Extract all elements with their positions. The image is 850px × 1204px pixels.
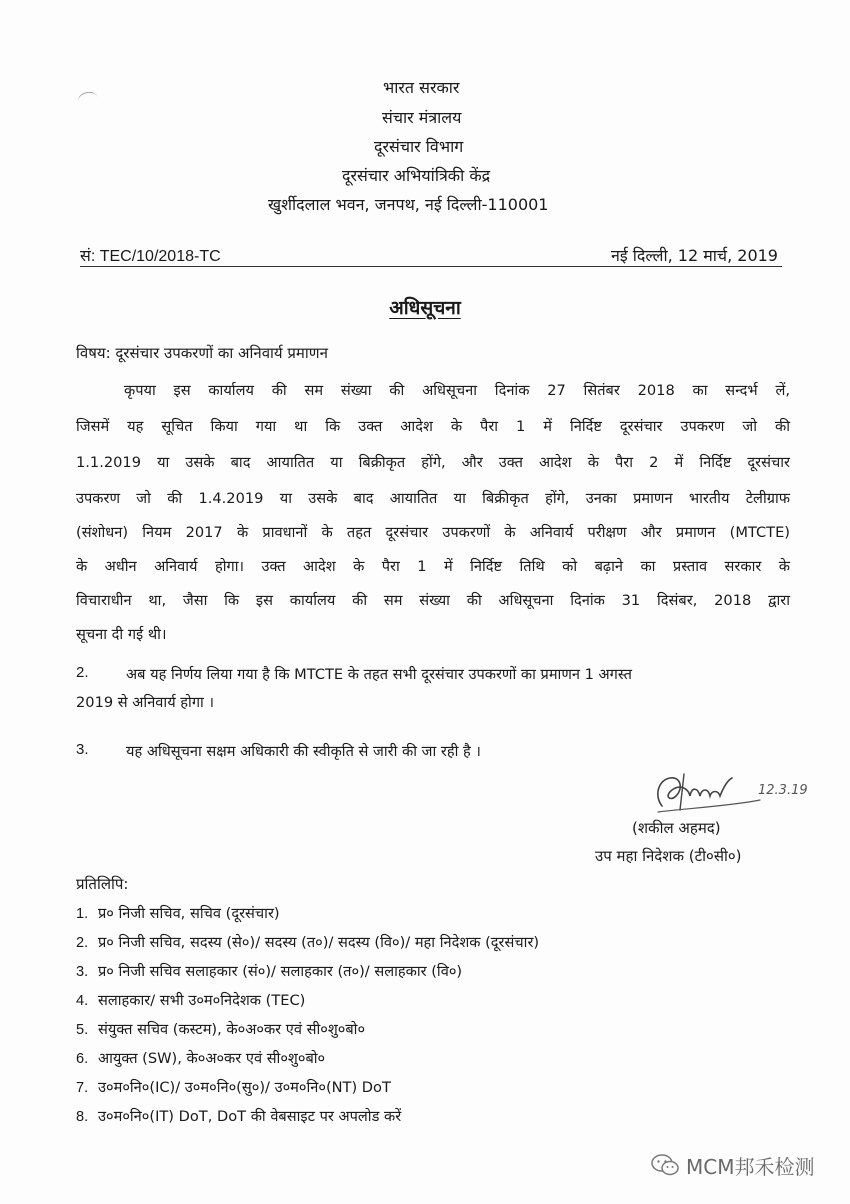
- list-item: [76, 903, 280, 923]
- paragraph-3-text: यह अधिसूचना सक्षम अधिकारी की स्वीकृति से जारी की जा रही है ।: [126, 743, 481, 760]
- header-centre: दूरसंचार अभियांत्रिकी केंद्र: [342, 166, 491, 185]
- list-item-number: 3.: [76, 964, 89, 980]
- list-item-text: उ०म०नि०(IT) DoT, DoT की वेबसाइट पर अपलोड करें: [98, 1108, 402, 1125]
- list-item-text: सलाहकार/ सभी उ०म०निदेशक (TEC): [98, 992, 306, 1009]
- list-item-number: 5.: [76, 1022, 89, 1038]
- header-ministry: संचार मंत्रालय: [382, 108, 462, 127]
- list-item: [76, 961, 462, 981]
- list-item: [76, 1048, 325, 1068]
- list-item-number: 6.: [76, 1051, 89, 1067]
- list-item: [76, 932, 539, 952]
- paragraph-1-line: के अधीन अनिवार्य होगा। उक्त आदेश के पैरा 1 में निर्दिष्ट तिथि को बढ़ाने का प्रस्ताव सरकार के: [76, 558, 790, 575]
- copy-to-heading: प्रतिलिपि:: [76, 875, 129, 893]
- list-item: [76, 1077, 391, 1097]
- paragraph-1-line: उपकरण जो की 1.4.2019 या उसके बाद आयातित या बिक्रीकृत होंगे, उनका प्रमाणन भारतीय टेलीग्राफ: [76, 490, 790, 507]
- list-item-text: आयुक्त (SW), के०अ०कर एवं सी०शु०बो०: [98, 1050, 326, 1067]
- watermark: [650, 1150, 814, 1180]
- list-item-text: उ०म०नि०(IC)/ उ०म०नि०(सु०)/ उ०म०नि०(NT) DoT: [98, 1079, 391, 1096]
- paragraph-1-line: सूचना दी गई थी।: [76, 626, 167, 643]
- signature: [640, 766, 810, 816]
- subject-line: विषय: दूरसंचार उपकरणों का अनिवार्य प्रमाणन: [76, 344, 328, 362]
- list-item-number: 2.: [76, 935, 89, 951]
- notification-title: [0, 294, 850, 320]
- paragraph-2-number: 2.: [76, 664, 89, 681]
- paragraph-2-line: 2019 से अनिवार्य होगा ।: [76, 694, 215, 711]
- list-item-text: संयुक्त सचिव (कस्टम), के०अ०कर एवं सी०शु०बो०: [98, 1021, 366, 1038]
- list-item-number: 8.: [76, 1109, 89, 1125]
- list-item: [76, 1106, 401, 1126]
- list-item-number: 4.: [76, 993, 89, 1009]
- list-item-text: प्र० निजी सचिव, सदस्य (से०)/ सदस्य (त०)/ सदस्य (वि०)/ महा निदेशक (दूरसंचार): [98, 934, 540, 951]
- header-government: भारत सरकार: [383, 78, 460, 97]
- header-address: खुर्शीदलाल भवन, जनपथ, नई दिल्ली-110001: [268, 195, 549, 214]
- paragraph-1-line: जिसमें यह सूचित किया गया था कि उक्त आदेश के पैरा 1 में निर्दिष्ट दूरसंचार उपकरण जो की: [76, 418, 790, 435]
- paragraph-1-line: (संशोधन) नियम 2017 के प्रावधानों के तहत दूरसंचार उपकरणों के अनिवार्य परीक्षण और प्रमाणन (MTCTE): [76, 524, 790, 541]
- paragraph-3-number: 3.: [76, 741, 89, 758]
- notification-title-text: अधिसूचना: [389, 297, 461, 319]
- signatory-designation: उप महा निदेशक (टी०सी०): [595, 847, 742, 865]
- list-item: [76, 990, 305, 1010]
- list-item: [76, 1019, 365, 1039]
- header-department: दूरसंचार विभाग: [374, 137, 464, 156]
- paragraph-1-line: विचाराधीन था, जैसा कि इस कार्यालय की सम संख्या की अधिसूचना दिनांक 31 दिसंबर, 2018 द्वारा: [76, 592, 790, 609]
- reference-number: सं: TEC/10/2018-TC: [80, 248, 221, 265]
- list-item-text: प्र० निजी सचिव, सचिव (दूरसंचार): [98, 905, 280, 922]
- place-date: नई दिल्ली, 12 मार्च, 2019: [610, 246, 778, 265]
- list-item-text: प्र० निजी सचिव सलाहकार (सं०)/ सलाहकार (त०)/ सलाहकार (वि०): [98, 963, 463, 980]
- watermark-text: MCM邦禾检测: [686, 1154, 815, 1179]
- corner-mark: [77, 90, 100, 109]
- paragraph-1-line: 1.1.2019 या उसके बाद आयातित या बिक्रीकृत होंगे, और उक्त आदेश के पैरा 2 में निर्दिष्ट दूरसंचार: [76, 454, 790, 471]
- paragraph-2-line: अब यह निर्णय लिया गया है कि MTCTE के तहत सभी दूरसंचार उपकरणों का प्रमाणन 1 अगस्त: [126, 666, 632, 683]
- signature-date: 12.3.19: [758, 783, 808, 798]
- list-item-number: 7.: [76, 1080, 89, 1096]
- reference-row: [80, 244, 782, 267]
- paragraph-1-line: कृपया इस कार्यालय की सम संख्या की अधिसूचना दिनांक 27 सितंबर 2018 का सन्दर्भ लें,: [124, 382, 790, 399]
- signatory-name: (शकील अहमद): [632, 819, 721, 837]
- wechat-icon: [650, 1153, 680, 1177]
- list-item-number: 1.: [76, 906, 89, 922]
